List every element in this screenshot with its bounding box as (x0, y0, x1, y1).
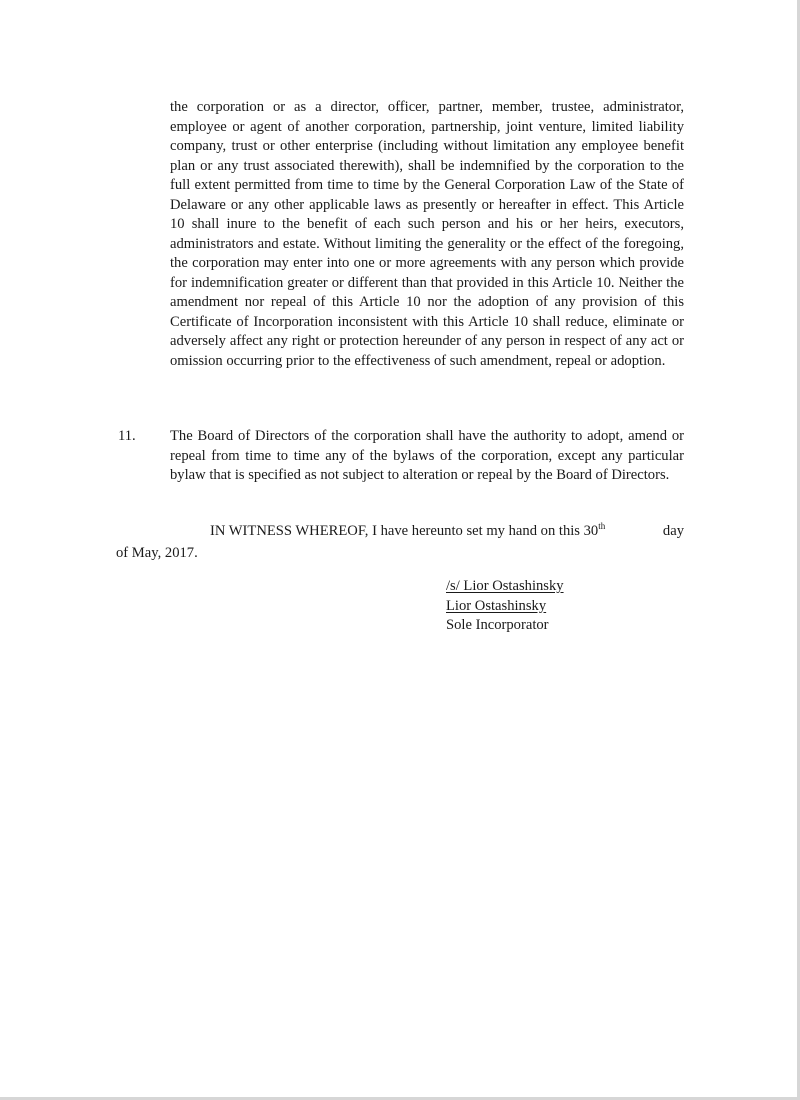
witness-text-part1: IN WITNESS WHEREOF, I have hereunto set my hand on this 30 (210, 523, 599, 539)
signature-conformed: /s/ Lior Ostashinsky (446, 578, 564, 594)
signer-name: Lior Ostashinsky (446, 597, 547, 614)
article-11-paragraph: The Board of Directors of the corporation shall have the authority to adopt, amend or repeal from time to time any of the bylaws of the corporation, except any particular bylaw that is specified as not subject to alteration or repeal by the Board of Directors. (170, 428, 684, 483)
witness-ordinal-suffix: th (598, 521, 606, 532)
witness-clause (116, 520, 684, 564)
article-10-continued-paragraph: the corporation or as a director, officer, partner, member, trustee, administrator, employee or agent of another corporation, partnership, joint venture, limited liability company, trust or other enterprise (including without limitation any employee benefit plan or any trust associated therewith), shall be indemnified by the corporation to the full extent permitted from time to time by the General Corporation Law of the State of Delaware or any other applicable laws as presently or hereafter in effect. This Article 10 shall inure to the benefit of each such person and his or her heirs, executors, administrators and estate. Without limiting the generality or the effect of the foregoing, the corporation may enter into one or more agreements with any person which provide for indemnification greater or different than that provided in this Article 10. Neither the amendment nor repeal of this Article 10 nor the adoption of any provision of this Certificate of Incorporation inconsistent with this Article 10 shall reduce, eliminate or adversely affect any right or protection hereunder of any person in respect of any act or omission occurring prior to the effectiveness of such amendment, repeal or adoption. (170, 99, 684, 369)
witness-text-main (210, 520, 605, 542)
article-11-number: 11. (118, 428, 136, 444)
signature-block (446, 577, 564, 636)
witness-text-day: day (662, 523, 684, 539)
witness-date-line: of May, 2017. (116, 545, 198, 561)
signer-title: Sole Incorporator (446, 617, 549, 633)
